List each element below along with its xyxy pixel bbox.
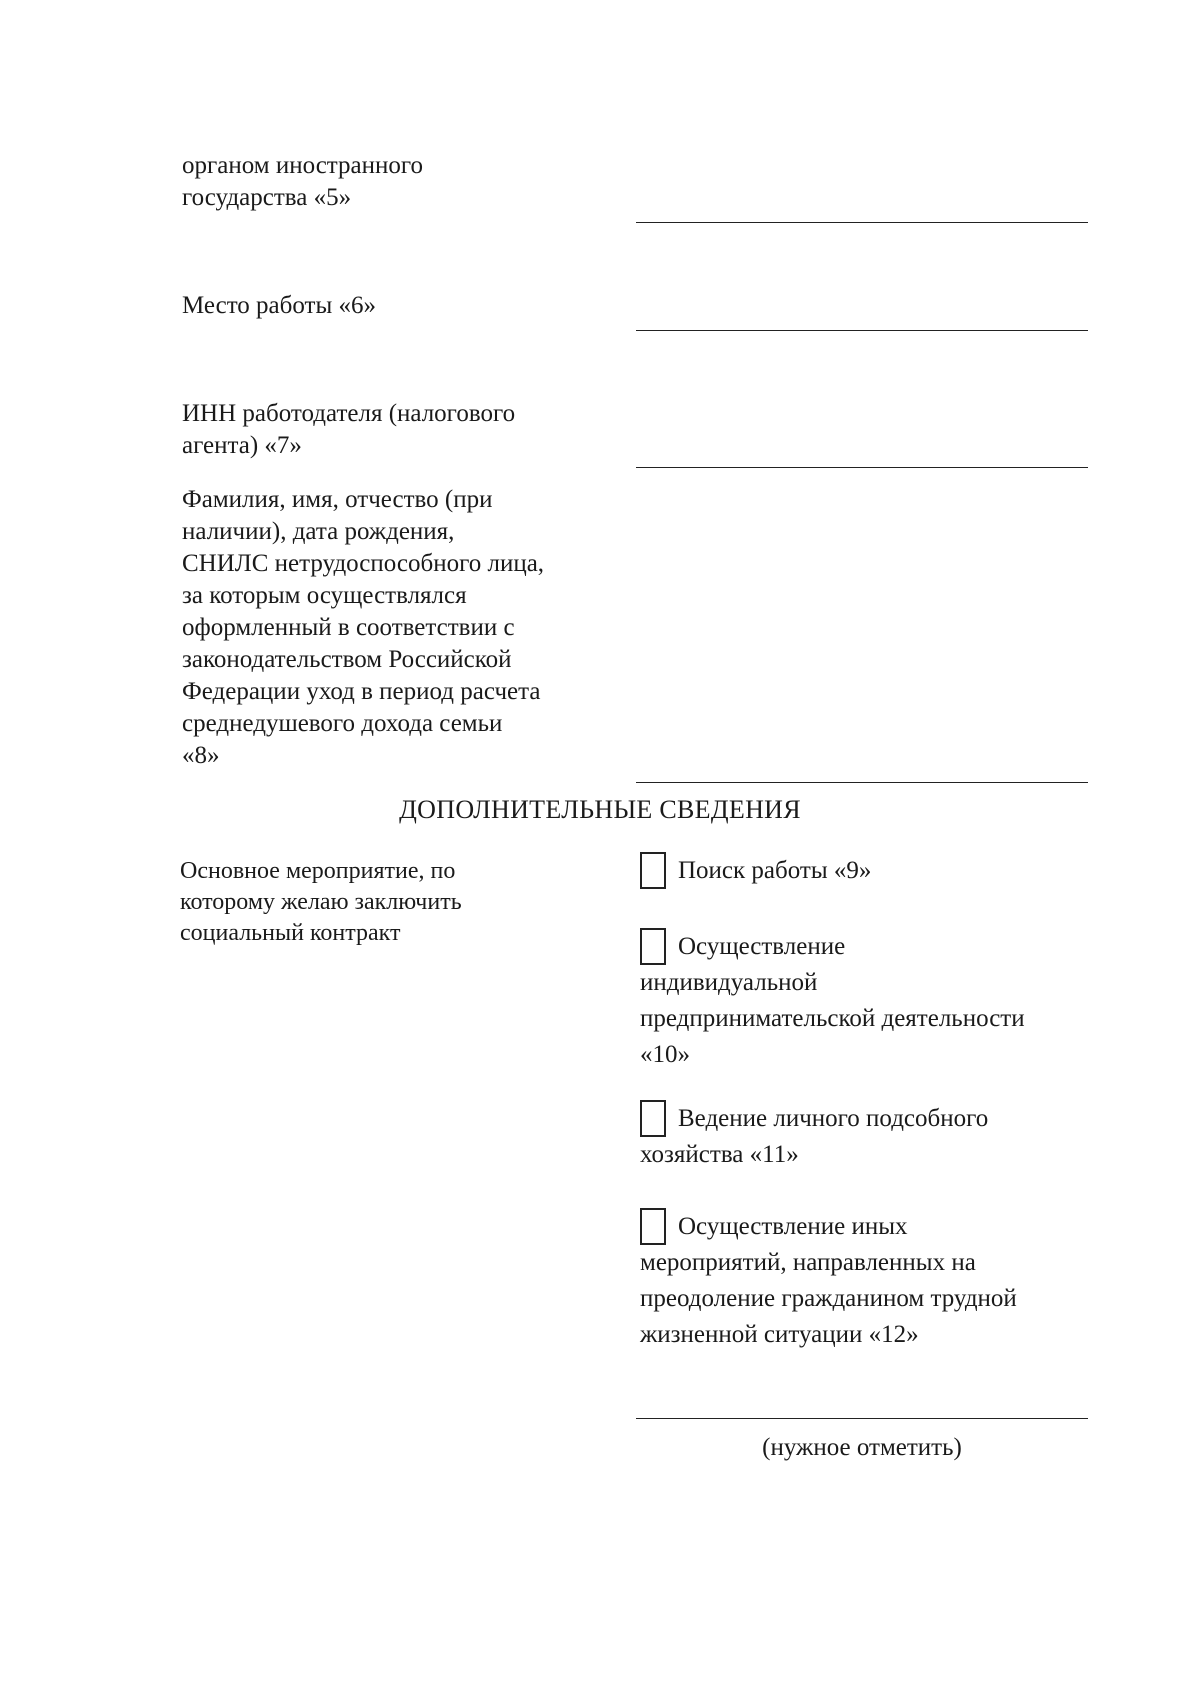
field-label-employer-inn: ИНН работодателя (налогового агента) «7» (182, 400, 516, 459)
section-heading-additional: ДОПОЛНИТЕЛЬНЫЕ СВЕДЕНИЯ (399, 795, 801, 824)
checkbox-other-measures[interactable] (640, 1208, 666, 1245)
field-line-workplace[interactable] (636, 330, 1088, 331)
checkbox-entrepreneurship[interactable] (640, 928, 666, 965)
field-label-disabled-person: Фамилия, имя, отчество (при наличии), дата рождения, СНИЛС нетрудоспособного лица, за которым осуществлялся оформленный в соответствии с законодательством Российской Федерации уход в период расчета среднедушевого дохода семьи «8» (182, 486, 545, 769)
option-label-continuation: индивидуальной предпринимательской деятельности «10» (640, 969, 1025, 1068)
measure-label: Основное мероприятие, по которому желаю заключить социальный контракт (180, 858, 462, 946)
option-household (640, 1100, 1110, 1173)
field-line-employer-inn[interactable] (636, 467, 1088, 468)
option-label: Поиск работы «9» (678, 857, 872, 884)
option-label: Ведение личного подсобного (678, 1105, 989, 1132)
option-job-search (640, 852, 1110, 889)
option-entrepreneurship (640, 928, 1110, 1073)
mark-required-note: (нужное отметить) (762, 1434, 962, 1461)
checkbox-job-search[interactable] (640, 852, 666, 889)
option-label-continuation: мероприятий, направленных на преодоление гражданином трудной жизненной ситуации «12» (640, 1249, 1017, 1348)
option-label-continuation: хозяйства «11» (640, 1141, 799, 1168)
field-label-foreign-state: органом иностранного государства «5» (182, 152, 424, 211)
option-label: Осуществление иных (678, 1213, 908, 1240)
field-line-disabled-person[interactable] (636, 782, 1088, 783)
option-other-measures (640, 1208, 1110, 1353)
option-label: Осуществление (678, 933, 846, 960)
field-label-workplace: Место работы «6» (182, 292, 377, 319)
checkbox-household[interactable] (640, 1100, 666, 1137)
field-line-foreign-state[interactable] (636, 222, 1088, 223)
signature-line[interactable] (636, 1418, 1088, 1419)
